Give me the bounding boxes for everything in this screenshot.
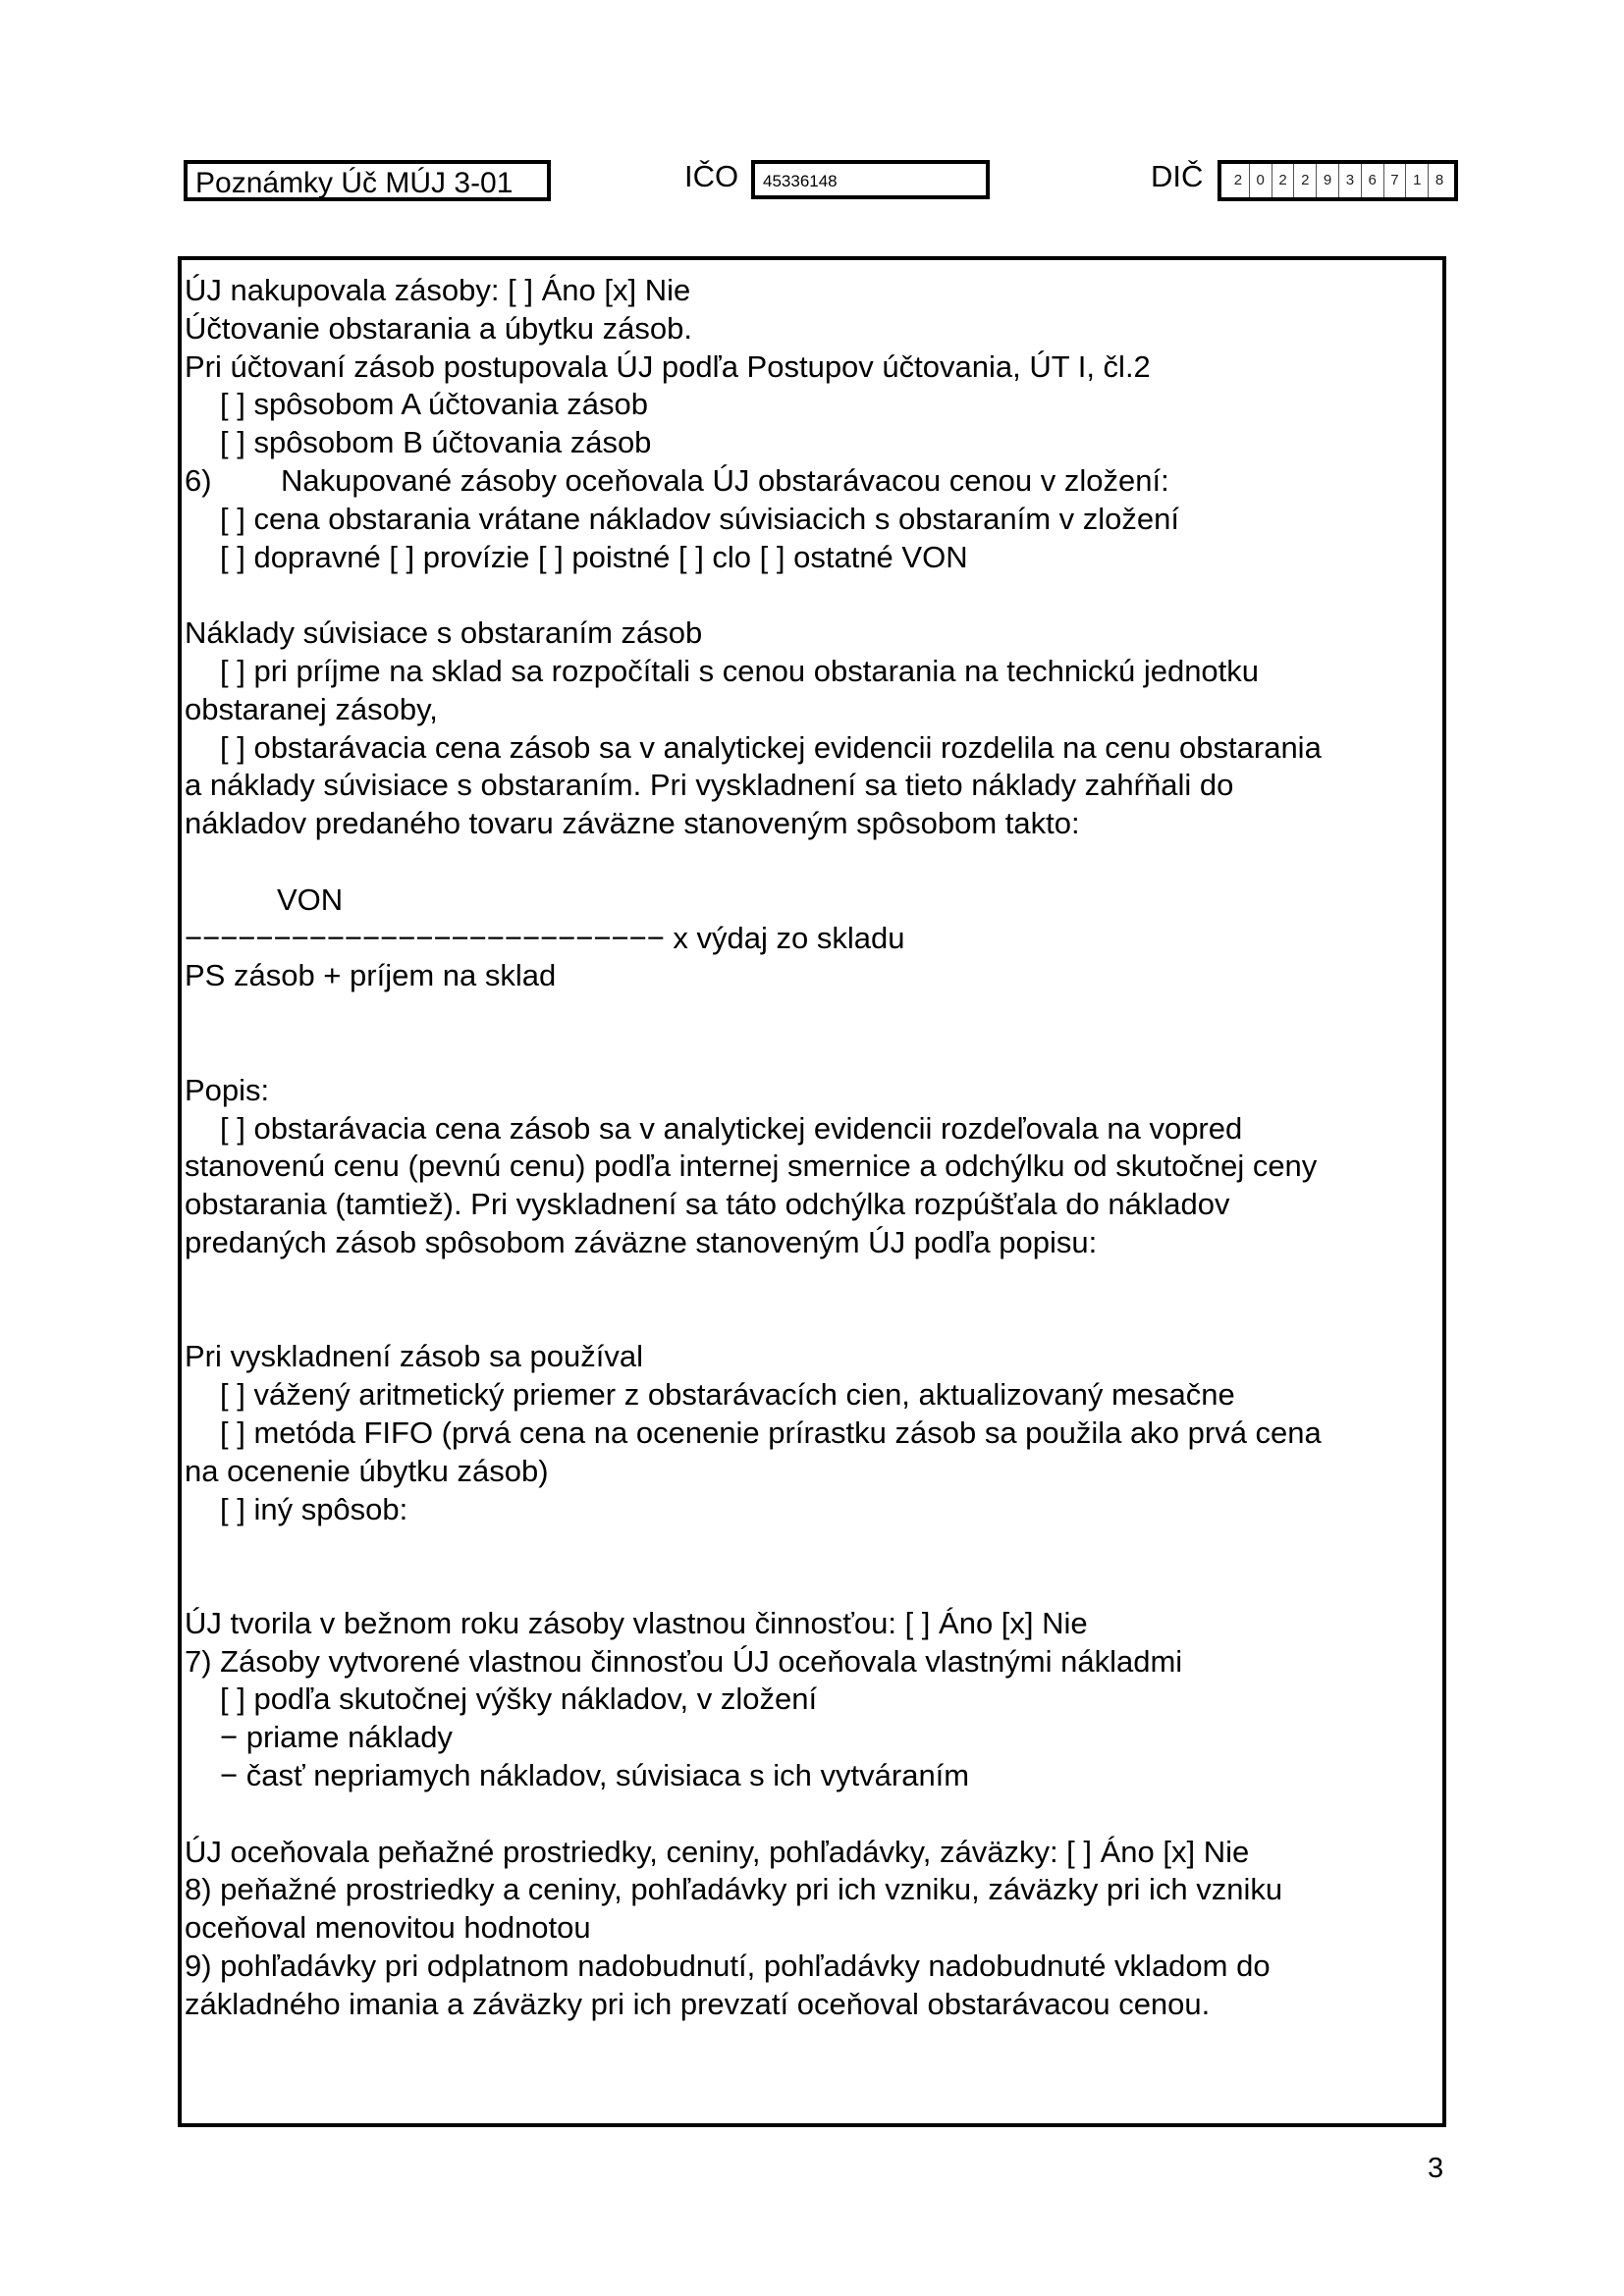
dic-field [1218,160,1458,201]
list-item: − časť nepriamych nákladov, súvisiaca s ich vytváraním [220,1758,970,1793]
numbered-item-8: 8) peňažné prostriedky a ceniny, pohľadávky pri ich vzniku, záväzky pri ich vzniku [185,1872,1283,1907]
formula-numerator: VON [277,881,344,917]
checkbox-option: [ ] cena obstarania vrátane nákladov súvisiacich s obstaraním v zložení [220,501,1180,536]
page-number: 3 [1428,2153,1444,2184]
text-line: stanovenú cenu (pevnú cenu) podľa internej smernice a odchýlku od skutočnej ceny [185,1148,1318,1184]
checkbox-option-row: [ ] dopravné [ ] provízie [ ] poistné [ ] clo [ ] ostatné VON [220,539,968,574]
numbered-item-7: 7) Zásoby vytvorené vlastnou činnosťou ÚJ oceňovala vlastnými nákladmi [185,1643,1183,1679]
checkbox-option: [ ] pri príjme na sklad sa rozpočítali s cenou obstarania na technickú jednotku [220,653,1260,688]
checkbox-option: [ ] obstarávacia cena zásob sa v analytickej evidencii rozdelila na cenu obstarania [220,729,1322,765]
dic-digit: 8 [1435,172,1444,188]
text-line: predaných zásob spôsobom záväzne stanoveným ÚJ podľa popisu: [185,1224,1098,1259]
text-line: základného imania a záväzky pri ich prevzatí oceňoval obstarávacou cenou. [185,1986,1211,2021]
checkbox-option-a: [ ] spôsobom A účtovania zásob [220,387,648,422]
form-title-box [184,160,551,201]
item-text: Nakupované zásoby oceňovala ÚJ obstarávacou cenou v zložení: [281,462,1169,498]
text-line: Pri účtovaní zásob postupovala ÚJ podľa Postupov účtovania, ÚT I, čl.2 [185,348,1151,384]
checkbox-option-b: [ ] spôsobom B účtovania zásob [220,425,652,460]
dic-digit: 2 [1227,164,1250,197]
form-title: Poznámky Úč MÚJ 3-01 [195,167,514,199]
numbered-item-6 [185,462,1432,501]
list-item: − priame náklady [220,1720,453,1755]
own-production-question: ÚJ tvorila v bežnom roku zásoby vlastnou činnosťou: [ ] Áno [x] Nie [185,1605,1088,1640]
text-line: oceňoval menovitou hodnotou [185,1910,591,1946]
text-line: na ocenenie úbytku zásob) [185,1453,549,1488]
checkbox-option: [ ] vážený aritmetický priemer z obstarávacích cien, aktualizovaný mesačne [220,1377,1235,1413]
checkbox-option: [ ] obstarávacia cena zásob sa v analytickej evidencii rozdeľovala na vopred [220,1110,1243,1146]
section-heading: Náklady súvisiace s obstaraním zásob [185,615,703,651]
ico-value: 45336148 [763,172,838,190]
text-line: obstarania (tamtiež). Pri vyskladnení sa táto odchýlka rozpúšťala do nákladov [185,1187,1230,1222]
notes-text [185,272,1432,2024]
dic-digit: 9 [1317,164,1339,197]
dic-digit: 0 [1250,164,1272,197]
dic-digit: 3 [1339,164,1362,197]
valuation-question: ÚJ oceňovala peňažné prostriedky, ceniny, pohľadávky, záväzky: [ ] Áno [x] Nie [185,1834,1250,1869]
section-heading: Účtovanie obstarania a úbytku zásob. [185,310,692,346]
dic-digits [1227,164,1450,197]
item-number: 6) [185,462,212,498]
text-line: a náklady súvisiace s obstaraním. Pri vyskladnení sa tieto náklady zahŕňali do [185,768,1234,803]
checkbox-option: [ ] iný spôsob: [220,1491,408,1526]
dic-digit: 6 [1362,164,1384,197]
dic-digit: 1 [1406,164,1429,197]
text-line: nákladov predaného tovaru záväzne stanoveným spôsobom takto: [185,806,1080,841]
dic-digit: 2 [1272,164,1295,197]
text-line: obstaranej zásoby, [185,691,438,726]
checkbox-option: [ ] podľa skutočnej výšky nákladov, v zložení [220,1682,818,1717]
ico-label: IČO [684,159,739,193]
dic-digit: 7 [1384,164,1407,197]
inventory-purchase-question: ÚJ nakupovala zásoby: [ ] Áno [x] Nie [185,273,691,307]
formula-denominator: PS zásob + príjem na sklad [185,958,557,993]
checkbox-option: [ ] metóda FIFO (prvá cena na ocenenie prírastku zásob sa použila ako prvá cena [220,1415,1322,1450]
ico-field [751,160,990,199]
dic-digit: 2 [1294,164,1317,197]
dic-label: DIČ [1151,159,1204,193]
description-label: Popis: [185,1072,270,1107]
numbered-item-9: 9) pohľadávky pri odplatnom nadobudnutí, pohľadávky nadobudnuté vkladom do [185,1949,1271,1984]
formula-fraction-line: −−−−−−−−−−−−−−−−−−−−−−−−−−− x výdaj zo skladu [185,920,905,955]
section-heading: Pri vyskladnení zásob sa používal [185,1339,643,1374]
